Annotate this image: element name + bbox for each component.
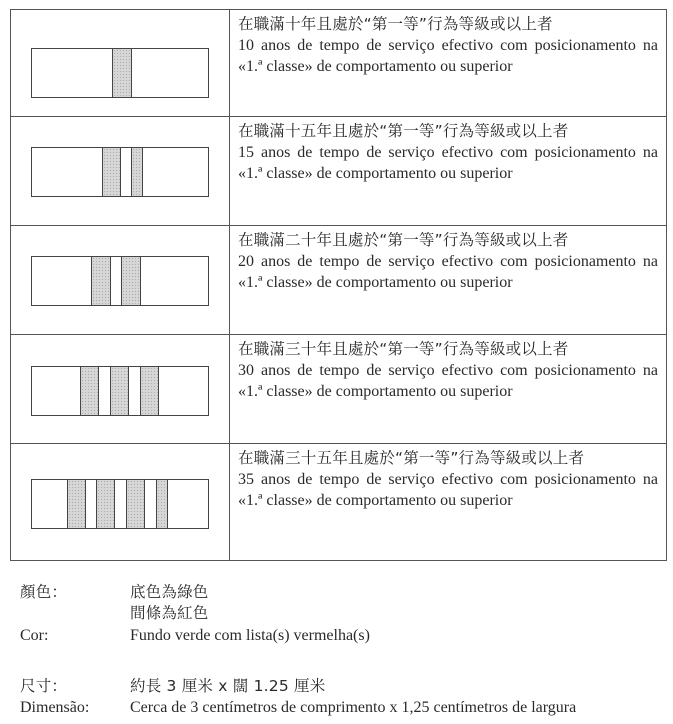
table-row (11, 10, 666, 117)
description-zh: 在職滿三十五年且處於“第一等”行為等級或以上者 (238, 449, 585, 467)
ribbon-stripe (102, 148, 121, 196)
ribbon-cell (11, 444, 230, 560)
ribbon-stripe (110, 367, 129, 415)
description-pt: 30 anos de tempo de serviço efectivo com posicionamento na «1.ª classe» de comportamento ou superior (238, 362, 658, 400)
description-pt: 15 anos de tempo de serviço efectivo com posicionamento na «1.ª classe» de comportamento ou superior (238, 144, 658, 182)
description-pt: 10 anos de tempo de serviço efectivo com posicionamento na «1.ª classe» de comportamento ou superior (238, 37, 658, 75)
description-zh: 在職滿十五年且處於“第一等”行為等級或以上者 (238, 122, 569, 140)
ribbon-cell (11, 117, 230, 225)
size-label-zh: 尺寸： (20, 677, 68, 695)
ribbon-10-years (31, 48, 209, 98)
ribbon-stripe (96, 480, 115, 528)
ribbon-35-years (31, 479, 209, 529)
ribbon-30-years (31, 366, 209, 416)
description-zh: 在職滿二十年且處於“第一等”行為等級或以上者 (238, 231, 569, 249)
size-legend (20, 676, 665, 720)
ribbon-cell (11, 10, 230, 116)
color-label-pt: Cor: (20, 627, 49, 644)
color-value-zh-1: 底色為綠色 (130, 583, 209, 601)
color-label-zh: 顏色： (20, 583, 68, 601)
ribbon-stripe (80, 367, 99, 415)
color-value-zh-2: 間條為紅色 (130, 604, 209, 622)
description-cell (231, 335, 666, 443)
ribbon-stripe (121, 257, 141, 305)
table-row (11, 444, 666, 560)
ribbon-cell (11, 226, 230, 334)
description-cell (231, 226, 666, 334)
table-row (11, 226, 666, 335)
color-legend (20, 582, 660, 652)
size-label-pt: Dimensão: (20, 699, 90, 716)
ribbon-stripe (126, 480, 145, 528)
description-cell (231, 444, 666, 560)
description-zh: 在職滿三十年且處於“第一等”行為等級或以上者 (238, 340, 569, 358)
ribbon-stripe (67, 480, 86, 528)
table-row (11, 335, 666, 444)
ribbon-stropeitr (156, 480, 168, 528)
description-cell (231, 117, 666, 225)
description-pt: 20 anos de tempo de serviço efectivo com posicionamento na «1.ª classe» de comportamento ou superior (238, 253, 658, 291)
ribbon-stripe (131, 148, 143, 196)
description-zh: 在職滿十年且處於“第一等”行為等級或以上者 (238, 15, 553, 33)
decoration-table (10, 9, 667, 561)
ribbon-20-years (31, 256, 209, 306)
ribbon-stripe (112, 49, 132, 97)
ribbon-15-years (31, 147, 209, 197)
ribbon-stripe (91, 257, 111, 305)
description-pt: 35 anos de tempo de serviço efectivo com posicionamento na «1.ª classe» de comportamento ou superior (238, 471, 658, 509)
ribbon-stripe (140, 367, 159, 415)
color-value-pt: Fundo verde com lista(s) vermelha(s) (130, 627, 370, 644)
size-value-zh: 約長 3 厘米 x 闊 1.25 厘米 (130, 677, 326, 695)
ribbon-cell (11, 335, 230, 443)
table-row (11, 117, 666, 226)
size-value-pt: Cerca de 3 centímetros de comprimento x 1,25 centímetros de largura (130, 699, 577, 716)
description-cell (231, 10, 666, 116)
